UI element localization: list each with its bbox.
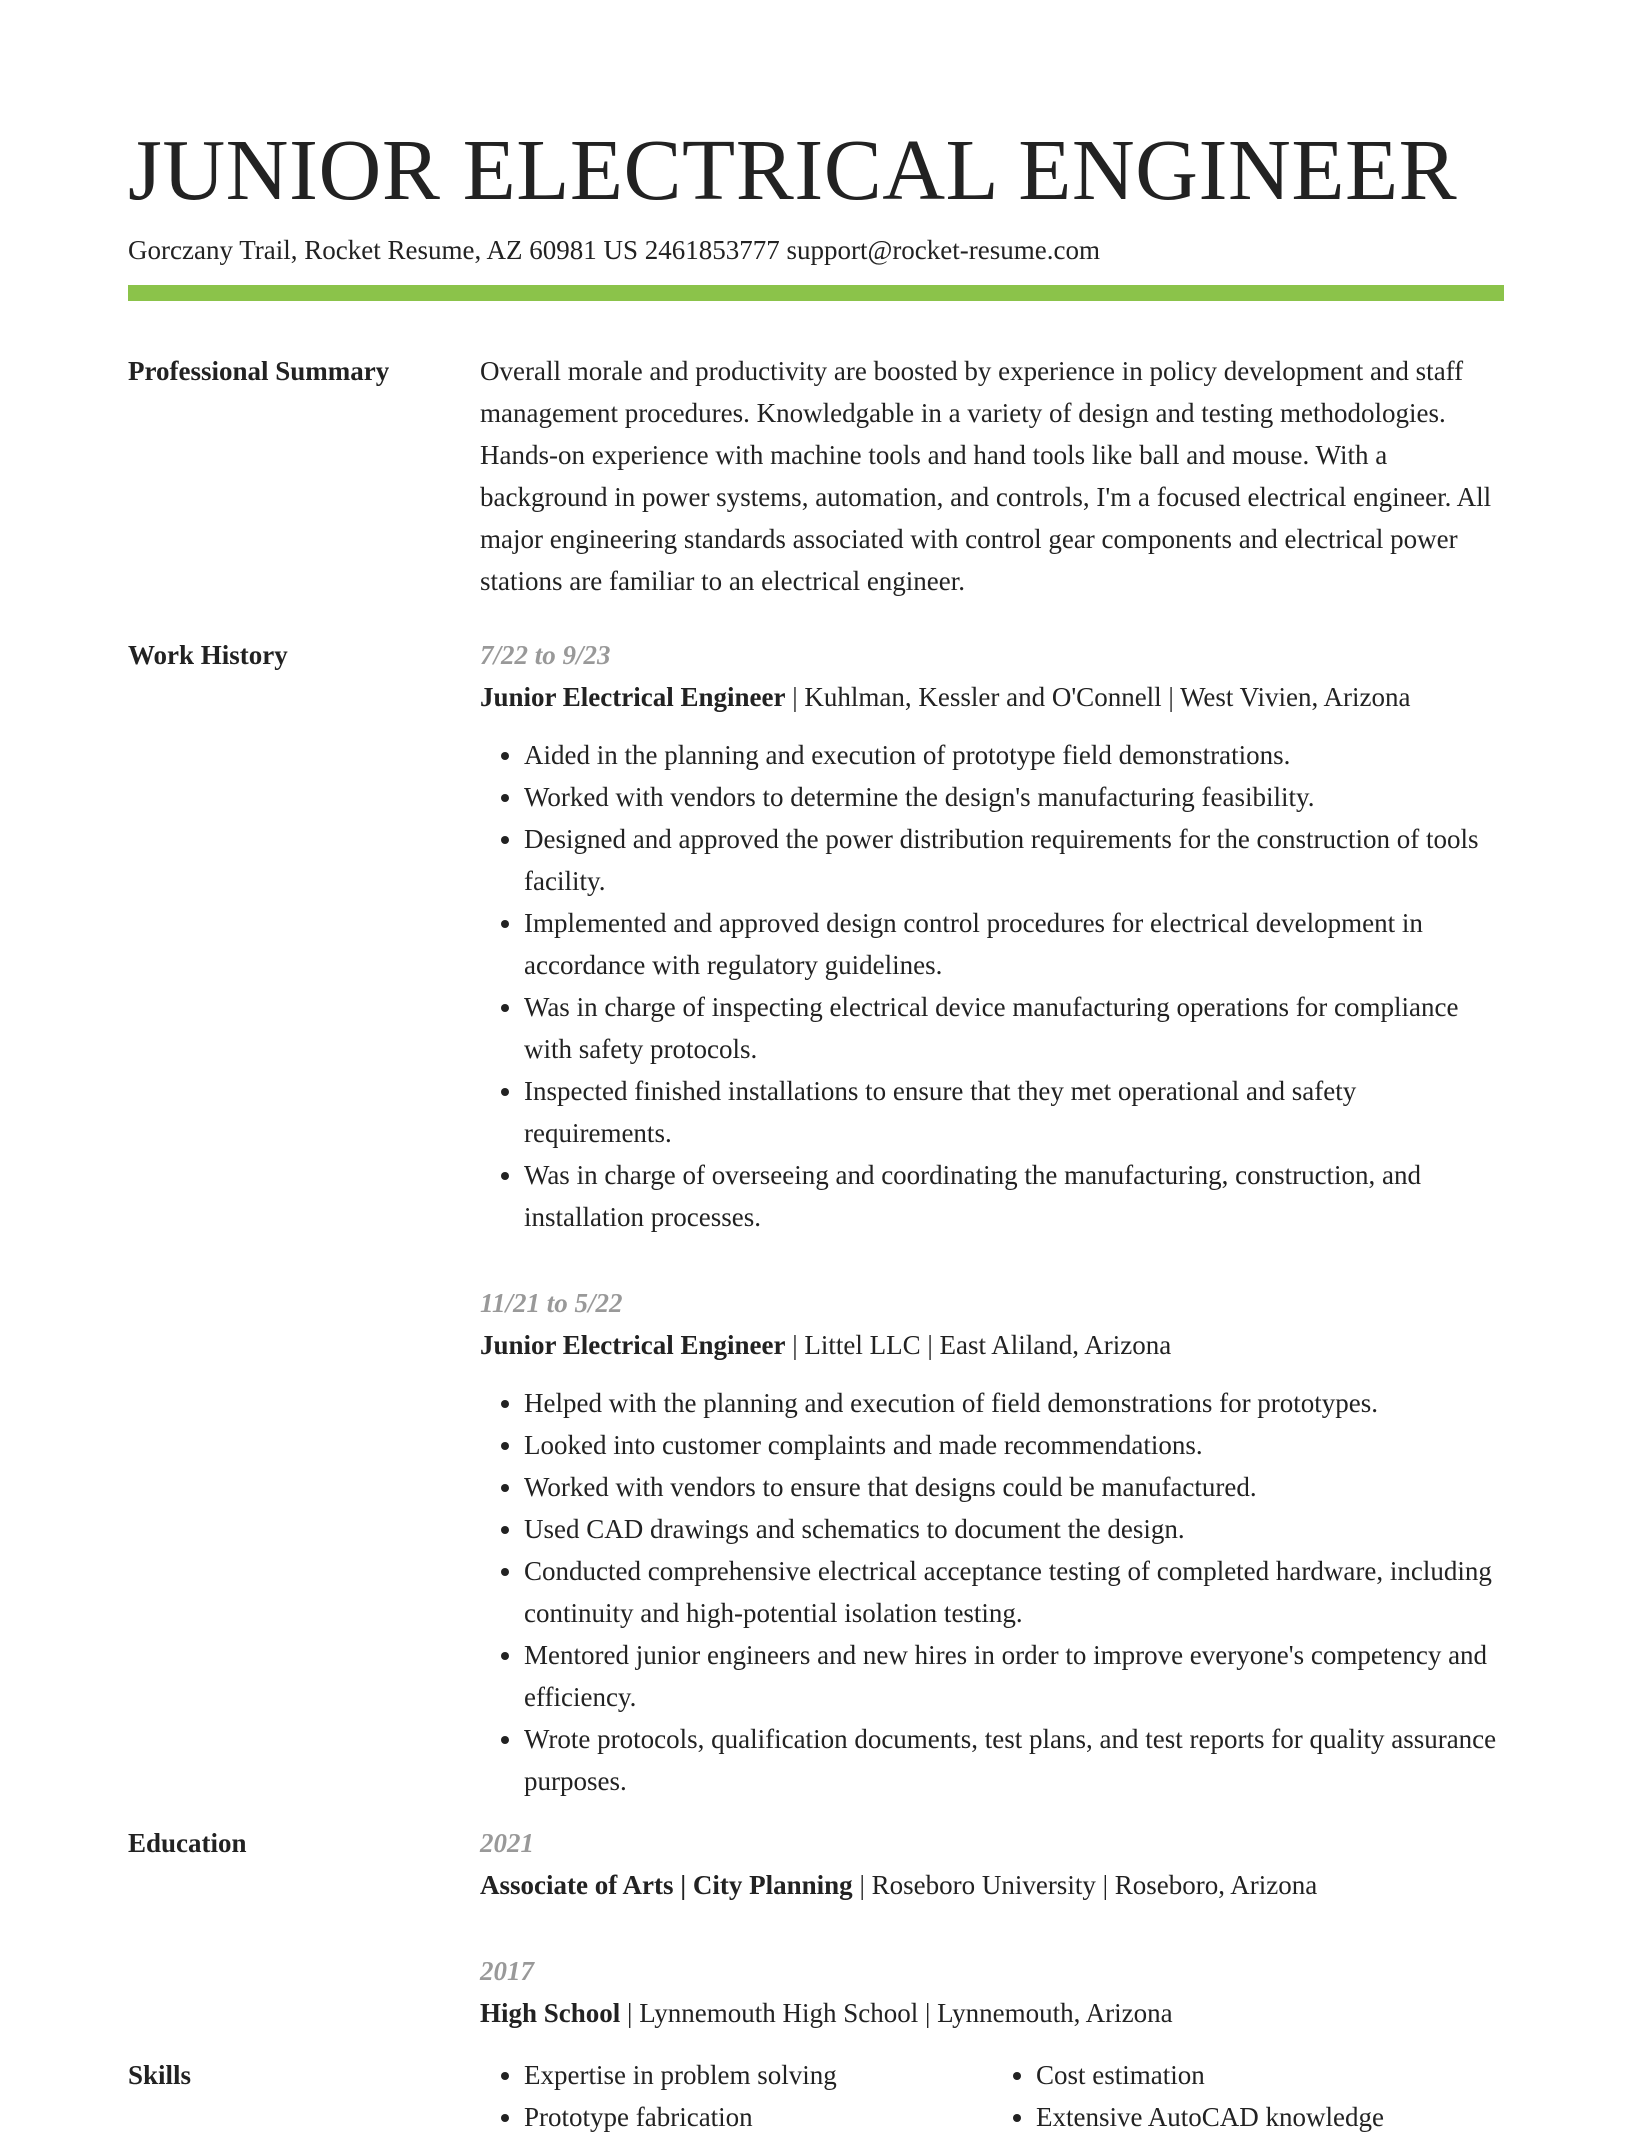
- contact-line: Gorczany Trail, Rocket Resume, AZ 60981 US 2461853777 support@rocket-resume.com: [128, 235, 1100, 265]
- section-label-summary: Professional Summary: [128, 356, 390, 386]
- education-degree: High School: [480, 1998, 621, 2028]
- job-title: Junior Electrical Engineer: [480, 1330, 786, 1360]
- section-label-education: Education: [128, 1828, 247, 1858]
- job-title: Junior Electrical Engineer: [480, 682, 786, 712]
- job-bullet: • Worked with vendors to ensure that designs could be manufactured.: [524, 1466, 1504, 1508]
- job-bullet-list: [480, 734, 1504, 1238]
- accent-divider: [128, 285, 1504, 301]
- job-bullet: • Wrote protocols, qualification documents, test plans, and test reports for quality assurance purposes.: [524, 1718, 1504, 1802]
- job-bullet: • Designed and approved the power distribution requirements for the construction of tools facility.: [524, 818, 1504, 902]
- education-entry: [480, 1950, 1504, 2034]
- section-label-work-history: Work History: [128, 640, 288, 670]
- job-bullet: • Mentored junior engineers and new hires in order to improve everyone's competency and efficiency.: [524, 1634, 1504, 1718]
- work-history-content: [480, 634, 1504, 1846]
- education-year: 2021: [480, 1828, 534, 1858]
- job-bullet: • Used CAD drawings and schematics to document the design.: [524, 1508, 1504, 1550]
- skills-list-right: [992, 2054, 1504, 2138]
- skills-content: [480, 2054, 1504, 2138]
- skill-item: • Extensive AutoCAD knowledge: [1036, 2096, 1504, 2138]
- job-dates: 11/21 to 5/22: [480, 1288, 623, 1318]
- summary-text: Overall morale and productivity are boosted by experience in policy development and staff management procedures. Knowledgable in a variety of design and testing methodologies. Hands-on experience with machine tools and hand tools like ball and mouse. With a background in power systems, automation, and controls, I'm a focused electrical engineer. All major engineering standards associated with control gear components and electrical power stations are familiar to an electrical engineer.: [480, 356, 1492, 596]
- skills-list-left: [480, 2054, 992, 2138]
- skill-item: • Prototype fabrication: [524, 2096, 992, 2138]
- job-heading: [480, 1324, 1504, 1366]
- job-entry: [480, 634, 1504, 1238]
- job-heading: [480, 676, 1504, 718]
- education-content: [480, 1822, 1504, 2078]
- job-bullet: • Implemented and approved design control procedures for electrical development in accordance with regulatory guidelines.: [524, 902, 1504, 986]
- job-bullet: • Helped with the planning and execution of field demonstrations for prototypes.: [524, 1382, 1504, 1424]
- job-bullet: • Worked with vendors to determine the design's manufacturing feasibility.: [524, 776, 1504, 818]
- job-bullet: • Was in charge of inspecting electrical device manufacturing operations for compliance with safety protocols.: [524, 986, 1504, 1070]
- job-bullet: • Conducted comprehensive electrical acceptance testing of completed hardware, including continuity and high-potential isolation testing.: [524, 1550, 1504, 1634]
- job-dates: 7/22 to 9/23: [480, 640, 611, 670]
- section-label-skills: Skills: [128, 2060, 192, 2090]
- education-heading: [480, 1992, 1504, 2034]
- job-bullet: • Was in charge of overseeing and coordinating the manufacturing, construction, and installation processes.: [524, 1154, 1504, 1238]
- education-year: 2017: [480, 1956, 534, 1986]
- resume-title: JUNIOR ELECTRICAL ENGINEER: [128, 121, 1458, 218]
- job-employer-location: | Kuhlman, Kessler and O'Connell | West Vivien, Arizona: [785, 682, 1411, 712]
- education-degree: Associate of Arts | City Planning: [480, 1870, 853, 1900]
- job-bullet: • Inspected finished installations to ensure that they met operational and safety requirements.: [524, 1070, 1504, 1154]
- job-employer-location: | Littel LLC | East Aliland, Arizona: [785, 1330, 1172, 1360]
- education-school-location: | Roseboro University | Roseboro, Arizona: [852, 1870, 1318, 1900]
- job-bullet: • Aided in the planning and execution of prototype field demonstrations.: [524, 734, 1504, 776]
- job-bullet-list: [480, 1382, 1504, 1802]
- education-entry: [480, 1822, 1504, 1906]
- job-entry: [480, 1282, 1504, 1802]
- summary-content: [480, 350, 1504, 602]
- job-bullet: • Looked into customer complaints and made recommendations.: [524, 1424, 1504, 1466]
- skill-item: • Expertise in problem solving: [524, 2054, 992, 2096]
- education-heading: [480, 1864, 1504, 1906]
- skill-item: • Cost estimation: [1036, 2054, 1504, 2096]
- education-school-location: | Lynnemouth High School | Lynnemouth, Arizona: [620, 1998, 1173, 2028]
